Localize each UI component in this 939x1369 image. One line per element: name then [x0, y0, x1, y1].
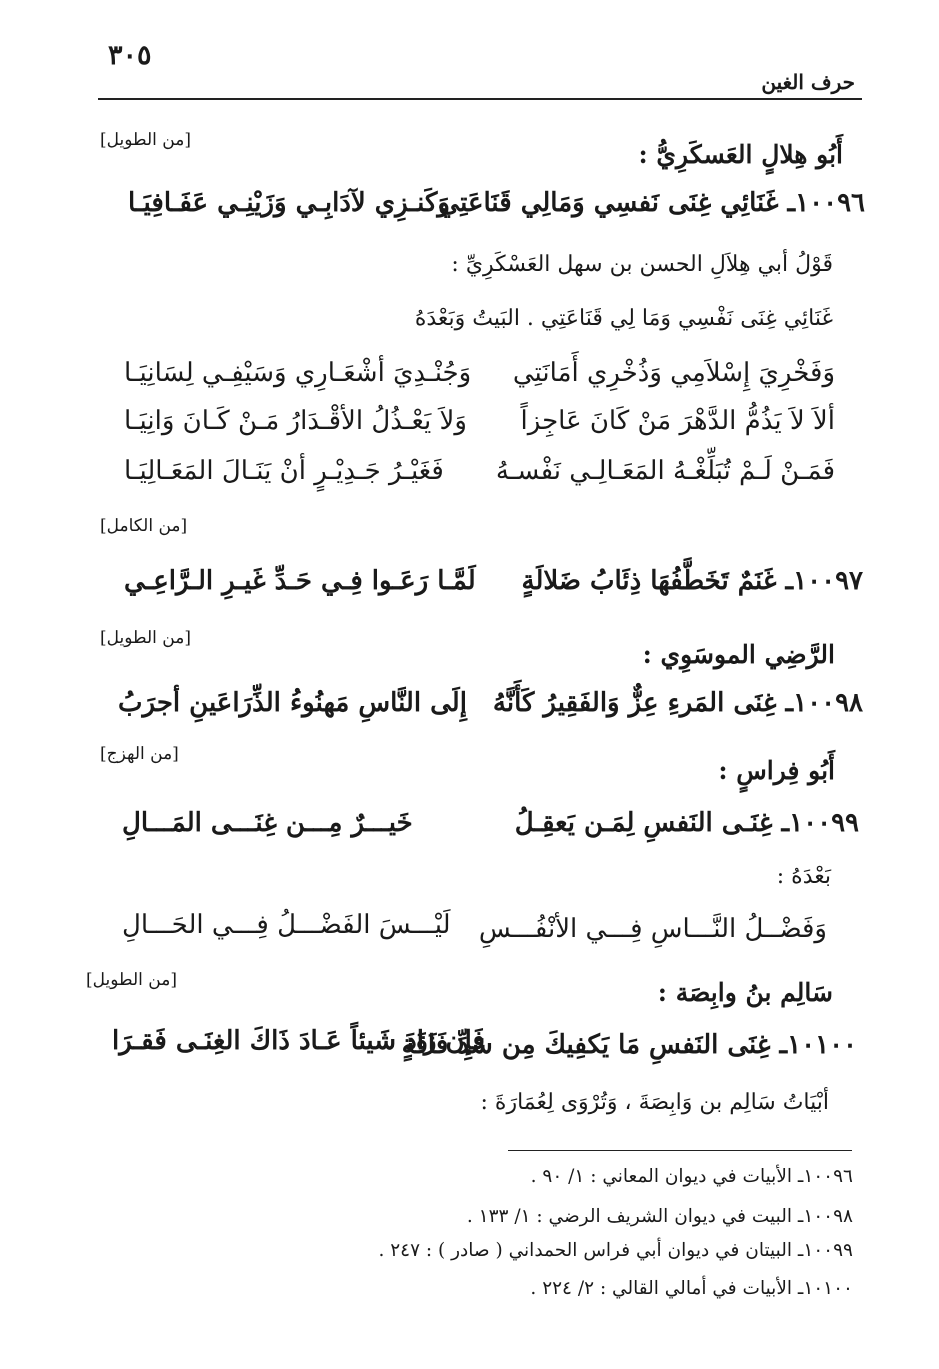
footnote: ١٠١٠٠ـ الأبيات في أمالي القالي : ٢/ ٢٢٤ . [530, 1278, 853, 1299]
verse-first-hemistich: ١٠٠٩٧ـ غَنَمٌ تَخَطَّفُهَا ذِئَابُ ضَلالَةٍ [521, 566, 863, 596]
commentary-line: أبْيَاتُ سَالِم بن وَابِصَةَ ، وَتُرْوَى لِعُمَارَةَ : [480, 1090, 829, 1115]
commentary-line: قَوْلُ أبي هِلاَلِ الحسن بن سهل العَسْكَرِيِّ : [451, 252, 833, 277]
commentary-line: غَنَائِي غِنَى نَفْسِي وَمَا لِي قَنَاعَتِي . البَيتُ وَبَعْدَهُ [414, 306, 833, 331]
footnote: ١٠٠٩٦ـ الأبيات في ديوان المعاني : ١/ ٩٠ . [530, 1166, 853, 1187]
following-verse-second: فَغَيْـرُ جَـدِيْـرٍ أنْ يَنَـالَ المَعَـالِيَـا [124, 456, 444, 486]
meter-label: [من الطويل] [86, 970, 177, 990]
verse-second-hemistich: إِلَى النَّاسِ مَهنُوءُ الذِّرَاعَينِ أجرَبُ [118, 688, 467, 718]
verse-first-hemistich: ١٠٠٩٦ـ غَنَائِي غِنَى نَفسِي وَمَالِي قَنَاعَتِي [438, 188, 865, 218]
following-verse-first: وَفَخْرِيَ إِسْلاَمِي وَذُخْرِي أَمَانَتِي [512, 358, 835, 388]
header-rule [98, 98, 862, 100]
footnote: ١٠٠٩٨ـ البيت في ديوان الشريف الرضي : ١/ ١٣٣ . [466, 1206, 853, 1227]
meter-label: [من الهزج] [100, 744, 179, 764]
commentary-line: بَعْدَهُ : [776, 864, 831, 889]
poet-name: سَالِم بنُ وابِصَة : [657, 978, 833, 1007]
verse-second-hemistich: فَإِن زَادَ شَيئاً عَـادَ ذَاكَ الغِنَـى فَقـرَا [112, 1026, 485, 1056]
meter-label: [من الكامل] [100, 516, 188, 536]
following-verse-second: وَجُنْـدِيَ أشْعَـارِي وَسَيْفِـي لِسَانِيَـا [124, 358, 472, 388]
verse-first-hemistich: ١٠٠٩٨ـ غِنَى المَرءِ عِزٌّ وَالفَقِيرُ كَأَنَّهُ [492, 688, 863, 718]
following-verse-first: فَمَـنْ لَـمْ تُبَلِّغْـهُ المَعَـالِـي نَفْسـهُ [495, 456, 835, 486]
footnote: ١٠٠٩٩ـ البيتان في ديوان أبي فراس الحمداني ( صادر ) : ٢٤٧ . [378, 1240, 853, 1261]
running-title: حرف الغين [761, 70, 855, 94]
following-verse-second: وَلاَ يَعْـذُلُ الأقْـدَارُ مَـنْ كَـانَ وَانِيَـا [124, 406, 467, 436]
page-number: ٣٠٥ [108, 40, 152, 71]
meter-label: [من الطويل] [100, 130, 191, 150]
verse-first-hemistich: ١٠١٠٠ـ غِنَى النَفسِ مَا يَكفِيكَ مِن سَدِّ فَاقَةٍ [401, 1030, 857, 1060]
verse-second-hemistich: خَيـــرٌ مِـــن غِنَـــى المَـــالِ [122, 808, 413, 838]
verse-second-hemistich: لَمَّـا رَعَـوا فِـي حَـدِّ غَيـرِ الـرَّاعِـي [124, 566, 476, 596]
verse-first-hemistich: ١٠٠٩٩ـ غِنَـى النَفسِ لِمَـن يَعقِـلُ [514, 808, 859, 838]
poet-name: الرَّضِي الموسَوِي : [642, 640, 835, 669]
verse-second-hemistich: وَكَنـزِي لآدَابِـي وَزَيْنِـي عَفَـافِيَـا [128, 188, 450, 218]
poet-name: أَبُو هِلالٍ العَسكَرِيُّ : [638, 140, 843, 169]
following-verse-first: وَفَضْــلُ النَّـــاسِ فِـــي الأنْفُـــسِ [478, 914, 827, 944]
footnote-rule [508, 1150, 852, 1151]
meter-label: [من الطويل] [100, 628, 191, 648]
poet-name: أَبُو فِراسٍ : [718, 756, 835, 785]
following-verse-first: ألاَ لاَ يَذُمُّ الدَّهْرَ مَنْ كَانَ عَاجِزاً [520, 406, 835, 436]
following-verse-second: لَيْـــسَ الفَضْـــلُ فِـــي الحَـــالِ [122, 910, 451, 940]
